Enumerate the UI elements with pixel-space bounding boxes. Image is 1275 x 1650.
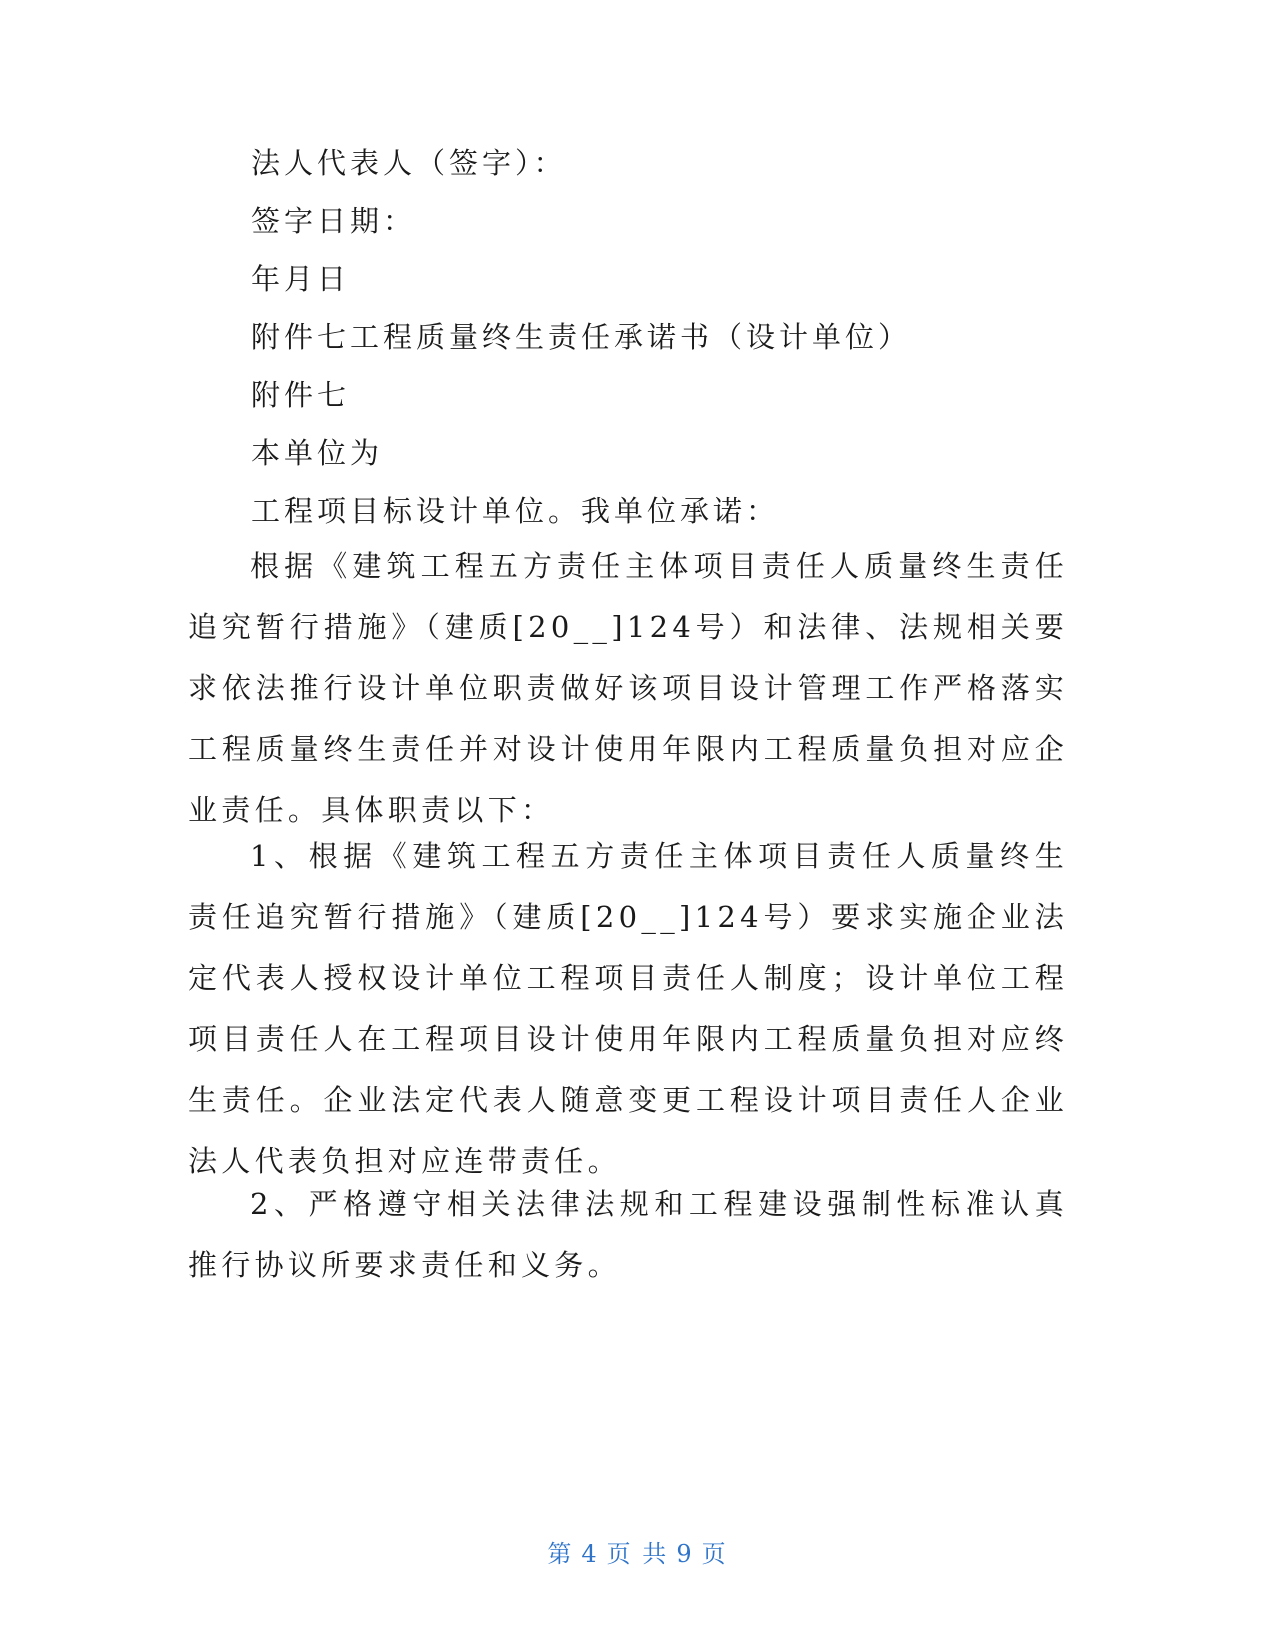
date-placeholder-line: 年月日: [251, 262, 351, 296]
attachment-seven-title: 附件七工程质量终生责任承诺书（设计单位）: [251, 320, 912, 354]
footer-total-pages: 9: [676, 1540, 694, 1568]
attachment-seven-label: 附件七: [251, 378, 351, 412]
footer-suffix: 页: [701, 1540, 728, 1568]
footer-prefix: 第: [547, 1540, 574, 1568]
commitment-paragraph-item-2: 2、严格遵守相关法律法规和工程建设强制性标准认真推行协议所要求责任和义务。: [188, 1187, 1068, 1282]
commitment-paragraph-item-1: 1、根据《建筑工程五方责任主体项目责任人质量终生责任追究暂行措施》（建质[20__]124号）要求实施企业法定代表人授权设计单位工程项目责任人制度；设计单位工程项目责任人在工程项目设计使用年限内工程质量负担对应终生责任。企业法定代表人随意变更工程设计项目责任人企业法人代表负担对应连带责任。: [188, 839, 1068, 1178]
footer-middle: 页 共: [606, 1540, 669, 1568]
unit-statement-line: 本单位为: [251, 436, 384, 470]
commitment-intro-line: 工程项目标设计单位。我单位承诺：: [251, 494, 780, 528]
footer-current-page: 4: [581, 1540, 599, 1568]
commitment-paragraph-main: 根据《建筑工程五方责任主体项目责任人质量终生责任追究暂行措施》（建质[20__]124号）和法律、法规相关要求依法推行设计单位职责做好该项目设计管理工作严格落实工程质量终生责任并对设计使用年限内工程质量负担对应企业责任。具体职责以下：: [188, 549, 1068, 827]
signature-date-line: 签字日期：: [251, 204, 417, 238]
legal-representative-signature-line: 法人代表人（签字）：: [251, 146, 567, 180]
page-footer: [0, 1534, 1275, 1569]
